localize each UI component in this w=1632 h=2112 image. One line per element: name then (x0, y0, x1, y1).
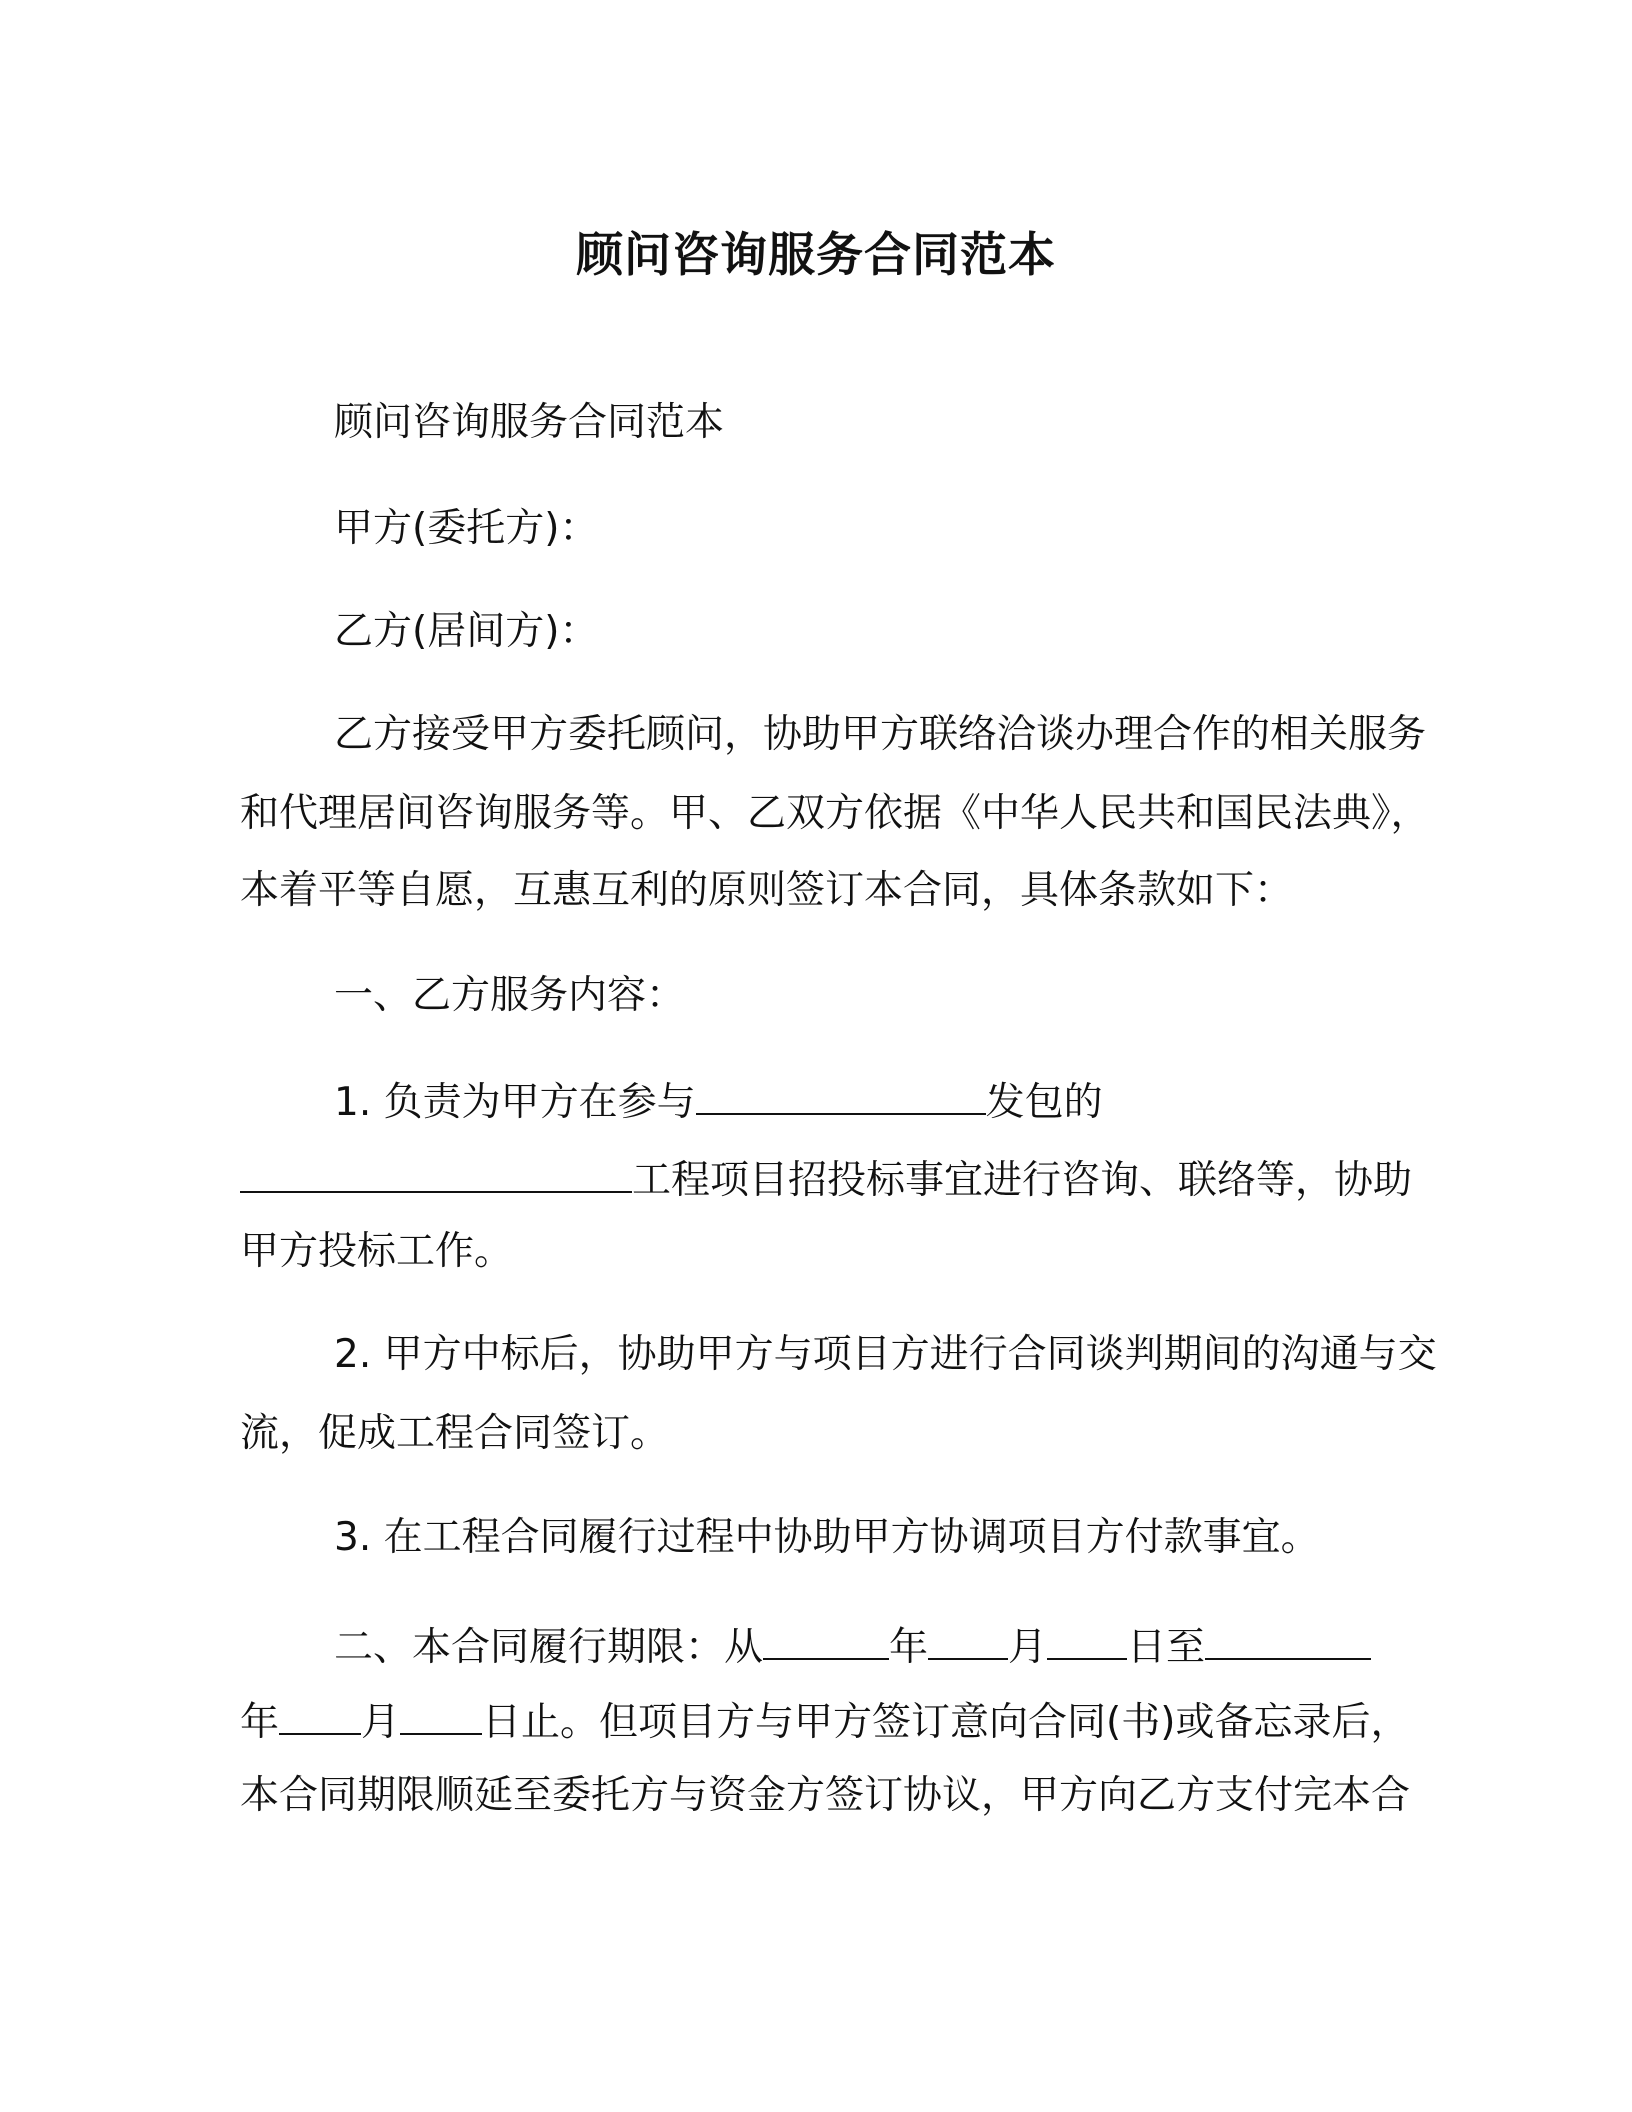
item1-line-3: 甲方投标工作。 (240, 1229, 514, 1274)
item1-line-2 (240, 1155, 1413, 1203)
item1-line-1 (334, 1077, 1103, 1125)
item1-text-a: 1. 负责为甲方在参与 (334, 1080, 696, 1125)
blank-field (928, 1622, 1008, 1660)
item3-line: 3. 在工程合同履行过程中协助甲方协调项目方付款事宜。 (334, 1515, 1320, 1560)
item2-line-1: 2. 甲方中标后，协助甲方与项目方进行合同谈判期间的沟通与交 (334, 1332, 1437, 1377)
blank-field (279, 1697, 361, 1735)
intro-line-2: 和代理居间咨询服务等。甲、乙双方依据《中华人民共和国民法典》， (240, 791, 1430, 836)
item1-text-c: 工程项目招投标事宜进行咨询、联络等，协助 (632, 1158, 1413, 1203)
blank-field (696, 1077, 986, 1115)
section2-line-3: 本合同期限顺延至委托方与资金方签订协议，甲方向乙方支付完本合 (240, 1773, 1411, 1818)
section2-prefix: 二、本合同履行期限：从 (334, 1625, 764, 1670)
party-a-label: 甲方(委托方)： (334, 506, 599, 551)
year-label: 年 (240, 1700, 280, 1745)
item2-line-2: 流，促成工程合同签订。 (240, 1411, 670, 1456)
year-label: 年 (889, 1625, 929, 1670)
section2-line-2 (240, 1697, 1410, 1745)
day-to-label: 日至 (1127, 1625, 1206, 1670)
blank-field (763, 1622, 889, 1660)
blank-field (1047, 1622, 1127, 1660)
party-b-label: 乙方(居间方)： (334, 609, 599, 654)
section1-heading: 一、乙方服务内容： (334, 973, 686, 1018)
month-label: 月 (1008, 1625, 1048, 1670)
item1-text-b: 发包的 (985, 1080, 1103, 1125)
blank-field (240, 1155, 632, 1193)
intro-line-1: 乙方接受甲方委托顾问，协助甲方联络洽谈办理合作的相关服务 (334, 712, 1427, 757)
subtitle: 顾问咨询服务合同范本 (334, 400, 725, 445)
document-title: 顾问咨询服务合同范本 (576, 228, 1056, 283)
section2-day-end: 日止。但项目方与甲方签订意向合同(书)或备忘录后， (482, 1700, 1410, 1745)
intro-line-3: 本着平等自愿，互惠互利的原则签订本合同，具体条款如下： (240, 868, 1294, 913)
blank-field (400, 1697, 482, 1735)
section2-line-1 (334, 1622, 1371, 1670)
month-label: 月 (361, 1700, 401, 1745)
blank-field (1205, 1622, 1371, 1660)
